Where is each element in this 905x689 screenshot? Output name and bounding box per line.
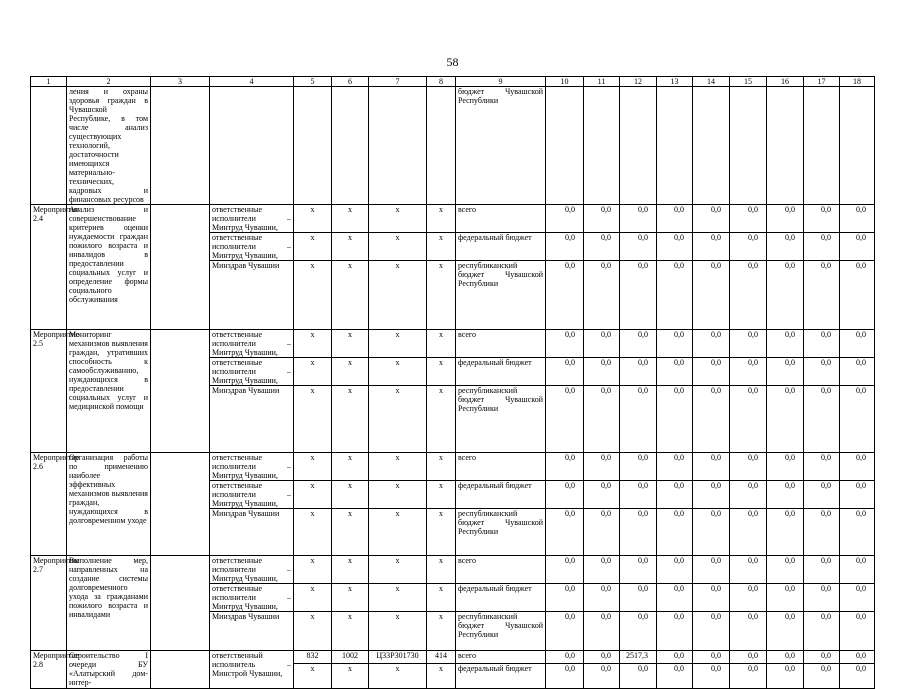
responsible-executor: Минздрав Чувашии bbox=[210, 612, 294, 651]
responsible-executor: ответственные исполнители – Минтруд Чувашии, bbox=[210, 481, 294, 509]
amount-value: 0,0 bbox=[804, 386, 840, 453]
amount-value: 0,0 bbox=[693, 509, 730, 556]
amount-value: 0,0 bbox=[693, 330, 730, 358]
column-number: 13 bbox=[657, 77, 693, 87]
amount-value: 0,0 bbox=[840, 612, 875, 651]
amount-value: 0,0 bbox=[730, 509, 767, 556]
measure-name: Строительство I очереди БУ «Алатырский дом-интер- bbox=[67, 651, 151, 689]
amount-value: 0,0 bbox=[767, 261, 804, 330]
amount-value: 0,0 bbox=[620, 612, 657, 651]
amount-value: 0,0 bbox=[584, 556, 620, 584]
amount-value: 0,0 bbox=[730, 330, 767, 358]
table-cell bbox=[210, 87, 294, 205]
x-mark: x bbox=[427, 664, 456, 689]
amount-value: 0,0 bbox=[546, 556, 584, 584]
amount-value: 0,0 bbox=[657, 358, 693, 386]
amount-value: 0,0 bbox=[546, 330, 584, 358]
x-mark: x bbox=[427, 509, 456, 556]
amount-value: 0,0 bbox=[657, 509, 693, 556]
x-mark: x bbox=[369, 556, 427, 584]
column-number: 5 bbox=[294, 77, 332, 87]
amount-value: 0,0 bbox=[620, 481, 657, 509]
x-mark: x bbox=[369, 481, 427, 509]
table-cell bbox=[584, 87, 620, 205]
table-cell bbox=[804, 87, 840, 205]
table-cell bbox=[369, 87, 427, 205]
amount-value: 0,0 bbox=[657, 205, 693, 233]
rz-code: 832 bbox=[294, 651, 332, 664]
table-cell bbox=[546, 87, 584, 205]
amount-value: 0,0 bbox=[730, 386, 767, 453]
amount-value: 0,0 bbox=[546, 664, 584, 689]
amount-value: 0,0 bbox=[584, 612, 620, 651]
amount-value: 0,0 bbox=[767, 358, 804, 386]
x-mark: x bbox=[294, 612, 332, 651]
x-mark: x bbox=[369, 612, 427, 651]
responsible-executor: ответственный исполнитель – Минстрой Чувашии, bbox=[210, 651, 294, 689]
amount-value: 0,0 bbox=[767, 386, 804, 453]
column-number: 18 bbox=[840, 77, 875, 87]
x-mark: x bbox=[427, 261, 456, 330]
budget-source: бюджет Чувашской Республики bbox=[456, 87, 546, 205]
amount-value: 0,0 bbox=[693, 664, 730, 689]
amount-value: 0,0 bbox=[767, 481, 804, 509]
x-mark: x bbox=[369, 261, 427, 330]
budget-source: федеральный бюджет bbox=[456, 233, 546, 261]
amount-value: 0,0 bbox=[840, 584, 875, 612]
budget-source: федеральный бюджет bbox=[456, 584, 546, 612]
amount-value: 0,0 bbox=[693, 584, 730, 612]
x-mark: x bbox=[369, 233, 427, 261]
x-mark: x bbox=[427, 233, 456, 261]
x-mark: x bbox=[332, 261, 369, 330]
amount-value: 0,0 bbox=[693, 556, 730, 584]
x-mark: x bbox=[332, 612, 369, 651]
measure-row bbox=[31, 205, 875, 233]
amount-value: 0,0 bbox=[840, 651, 875, 664]
x-mark: x bbox=[332, 386, 369, 453]
budget-source: республиканский бюджет Чувашской Республики bbox=[456, 612, 546, 651]
x-mark: x bbox=[294, 509, 332, 556]
amount-value: 0,0 bbox=[804, 358, 840, 386]
amount-value: 0,0 bbox=[804, 330, 840, 358]
amount-value: 0,0 bbox=[767, 664, 804, 689]
amount-value: 0,0 bbox=[693, 205, 730, 233]
amount-value: 0,0 bbox=[767, 584, 804, 612]
amount-value: 0,0 bbox=[730, 584, 767, 612]
measure-row bbox=[31, 453, 875, 481]
amount-value: 0,0 bbox=[620, 205, 657, 233]
column-number: 6 bbox=[332, 77, 369, 87]
amount-value: 0,0 bbox=[546, 584, 584, 612]
amount-value: 0,0 bbox=[657, 453, 693, 481]
table-cell bbox=[151, 556, 210, 651]
column-number: 14 bbox=[693, 77, 730, 87]
x-mark: x bbox=[427, 556, 456, 584]
table-cell bbox=[657, 87, 693, 205]
amount-value: 0,0 bbox=[804, 584, 840, 612]
amount-value: 0,0 bbox=[840, 664, 875, 689]
measure-row bbox=[31, 556, 875, 584]
column-number: 17 bbox=[804, 77, 840, 87]
amount-value: 0,0 bbox=[804, 664, 840, 689]
column-number: 8 bbox=[427, 77, 456, 87]
amount-value: 0,0 bbox=[730, 233, 767, 261]
amount-value: 0,0 bbox=[804, 509, 840, 556]
amount-value: 0,0 bbox=[804, 453, 840, 481]
expense-code: 414 bbox=[427, 651, 456, 664]
column-number: 7 bbox=[369, 77, 427, 87]
measure-name: Выполнение мер, направленных на создание системы долговременного ухода за гражданами пожилого возраста и инвалидами bbox=[67, 556, 151, 651]
x-mark: x bbox=[369, 453, 427, 481]
table-cell bbox=[840, 87, 875, 205]
x-mark: x bbox=[332, 556, 369, 584]
table-cell bbox=[730, 87, 767, 205]
x-mark: x bbox=[332, 330, 369, 358]
amount-value: 0,0 bbox=[620, 509, 657, 556]
responsible-executor: Минздрав Чувашии bbox=[210, 509, 294, 556]
amount-value: 0,0 bbox=[546, 261, 584, 330]
x-mark: x bbox=[332, 358, 369, 386]
measure-name: Анализ и совершенствование критериев оценки нуждаемости граждан пожилого возраста и инвалидов в предоставлении социальных услуг и определение формы социального обслуживания bbox=[67, 205, 151, 330]
amount-value: 0,0 bbox=[584, 386, 620, 453]
amount-value: 0,0 bbox=[840, 481, 875, 509]
amount-value: 0,0 bbox=[730, 612, 767, 651]
amount-value: 0,0 bbox=[840, 261, 875, 330]
column-number: 4 bbox=[210, 77, 294, 87]
amount-value: 0,0 bbox=[840, 556, 875, 584]
responsible-executor: Минздрав Чувашии bbox=[210, 386, 294, 453]
x-mark: x bbox=[332, 233, 369, 261]
amount-value: 0,0 bbox=[730, 651, 767, 664]
table-cell bbox=[151, 205, 210, 330]
measure-code: Мероприятие 2.4 bbox=[31, 205, 67, 330]
x-mark: x bbox=[332, 205, 369, 233]
amount-value: 0,0 bbox=[657, 556, 693, 584]
x-mark: x bbox=[427, 205, 456, 233]
table-cell bbox=[151, 453, 210, 556]
amount-value: 0,0 bbox=[584, 481, 620, 509]
amount-value: 0,0 bbox=[730, 205, 767, 233]
program-table bbox=[30, 76, 875, 689]
column-number: 1 bbox=[31, 77, 67, 87]
amount-value: 0,0 bbox=[620, 358, 657, 386]
amount-value: 0,0 bbox=[693, 386, 730, 453]
amount-value: 0,0 bbox=[620, 233, 657, 261]
amount-value: 0,0 bbox=[657, 612, 693, 651]
amount-value: 0,0 bbox=[620, 453, 657, 481]
budget-source: всего bbox=[456, 330, 546, 358]
x-mark: x bbox=[294, 664, 332, 689]
x-mark: x bbox=[427, 386, 456, 453]
amount-value: 0,0 bbox=[546, 453, 584, 481]
responsible-executor: Минздрав Чувашии bbox=[210, 261, 294, 330]
amount-value: 0,0 bbox=[546, 509, 584, 556]
amount-value: 0,0 bbox=[730, 481, 767, 509]
measure-name: Мониторинг механизмов выявления граждан, утративших способность к самообслуживанию, нуждающихся в предоставлении социальных услуг и медицинской помощи bbox=[67, 330, 151, 453]
x-mark: x bbox=[332, 584, 369, 612]
x-mark: x bbox=[369, 205, 427, 233]
budget-source: республиканский бюджет Чувашской Республики bbox=[456, 386, 546, 453]
amount-value: 0,0 bbox=[693, 453, 730, 481]
x-mark: x bbox=[294, 481, 332, 509]
amount-value: 0,0 bbox=[620, 330, 657, 358]
amount-value: 0,0 bbox=[693, 651, 730, 664]
x-mark: x bbox=[294, 584, 332, 612]
page-number: 58 bbox=[446, 55, 459, 69]
measure-name: Организация работы по применению наиболее эффективных механизмов выявления граждан, нуждающихся в долговременном уходе bbox=[67, 453, 151, 556]
table-cell bbox=[151, 651, 210, 689]
budget-source: республиканский бюджет Чувашской Республики bbox=[456, 509, 546, 556]
amount-value: 0,0 bbox=[730, 358, 767, 386]
budget-source: всего bbox=[456, 453, 546, 481]
measure-code: Мероприятие 2.8 bbox=[31, 651, 67, 689]
continuation-row bbox=[31, 87, 875, 205]
x-mark: x bbox=[427, 453, 456, 481]
amount-value: 0,0 bbox=[840, 386, 875, 453]
amount-value: 0,0 bbox=[584, 261, 620, 330]
table-cell bbox=[427, 87, 456, 205]
measure-row bbox=[31, 330, 875, 358]
amount-value: 0,0 bbox=[584, 330, 620, 358]
x-mark: x bbox=[294, 261, 332, 330]
amount-value: 0,0 bbox=[620, 664, 657, 689]
amount-value: 0,0 bbox=[804, 205, 840, 233]
measure-code: Мероприятие 2.7 bbox=[31, 556, 67, 651]
amount-value: 0,0 bbox=[804, 612, 840, 651]
amount-value: 0,0 bbox=[840, 358, 875, 386]
amount-value: 0,0 bbox=[657, 233, 693, 261]
amount-value: 0,0 bbox=[620, 261, 657, 330]
x-mark: x bbox=[369, 509, 427, 556]
x-mark: x bbox=[294, 205, 332, 233]
column-number: 11 bbox=[584, 77, 620, 87]
amount-value: 0,0 bbox=[584, 453, 620, 481]
amount-value: 0,0 bbox=[584, 358, 620, 386]
amount-value: 0,0 bbox=[546, 481, 584, 509]
measure-name: ления и охраны здоровья граждан в Чувашской Республике, в том числе анализ существующих технологий, достаточности имеющихся материально-технических, кадровых и финансовых ресурсов bbox=[67, 87, 151, 205]
responsible-executor: ответственные исполнители – Минтруд Чувашии, bbox=[210, 556, 294, 584]
x-mark: x bbox=[369, 664, 427, 689]
responsible-executor: ответственные исполнители – Минтруд Чувашии, bbox=[210, 453, 294, 481]
amount-value: 0,0 bbox=[584, 233, 620, 261]
measure-row bbox=[31, 651, 875, 664]
responsible-executor: ответственные исполнители – Минтруд Чувашии, bbox=[210, 330, 294, 358]
table-cell bbox=[294, 87, 332, 205]
amount-value: 0,0 bbox=[840, 205, 875, 233]
amount-value: 0,0 bbox=[730, 261, 767, 330]
amount-value: 0,0 bbox=[693, 358, 730, 386]
column-number: 2 bbox=[67, 77, 151, 87]
x-mark: x bbox=[294, 233, 332, 261]
amount-value: 0,0 bbox=[657, 481, 693, 509]
amount-value: 0,0 bbox=[657, 651, 693, 664]
x-mark: x bbox=[369, 330, 427, 358]
amount-value: 0,0 bbox=[584, 651, 620, 664]
table-cell bbox=[151, 87, 210, 205]
amount-value: 0,0 bbox=[767, 330, 804, 358]
measure-code: Мероприятие 2.6 bbox=[31, 453, 67, 556]
amount-value: 0,0 bbox=[620, 386, 657, 453]
table-cell bbox=[151, 330, 210, 453]
budget-source: всего bbox=[456, 205, 546, 233]
x-mark: x bbox=[294, 453, 332, 481]
amount-value: 0,0 bbox=[693, 233, 730, 261]
amount-value: 0,0 bbox=[693, 612, 730, 651]
amount-value: 0,0 bbox=[546, 205, 584, 233]
amount-value: 0,0 bbox=[767, 556, 804, 584]
amount-value: 0,0 bbox=[693, 481, 730, 509]
amount-value: 0,0 bbox=[546, 612, 584, 651]
amount-value: 0,0 bbox=[730, 664, 767, 689]
table-cell bbox=[767, 87, 804, 205]
amount-value: 0,0 bbox=[804, 233, 840, 261]
amount-value: 0,0 bbox=[767, 509, 804, 556]
amount-value: 0,0 bbox=[767, 233, 804, 261]
x-mark: x bbox=[369, 386, 427, 453]
x-mark: x bbox=[332, 453, 369, 481]
responsible-executor: ответственные исполнители – Минтруд Чувашии, bbox=[210, 233, 294, 261]
x-mark: x bbox=[427, 330, 456, 358]
table-cell bbox=[693, 87, 730, 205]
amount-value: 0,0 bbox=[840, 453, 875, 481]
amount-value: 0,0 bbox=[804, 556, 840, 584]
budget-source: федеральный бюджет bbox=[456, 664, 546, 689]
column-number: 15 bbox=[730, 77, 767, 87]
amount-value: 0,0 bbox=[767, 612, 804, 651]
amount-value: 0,0 bbox=[767, 205, 804, 233]
amount-value: 0,0 bbox=[657, 584, 693, 612]
responsible-executor: ответственные исполнители – Минтруд Чувашии, bbox=[210, 358, 294, 386]
amount-value: 0,0 bbox=[804, 481, 840, 509]
amount-value: 0,0 bbox=[693, 261, 730, 330]
budget-source: республиканский бюджет Чувашской Республики bbox=[456, 261, 546, 330]
amount-value: 0,0 bbox=[657, 261, 693, 330]
table-cell bbox=[332, 87, 369, 205]
amount-value: 0,0 bbox=[730, 453, 767, 481]
amount-value: 0,0 bbox=[546, 651, 584, 664]
amount-value: 0,0 bbox=[546, 386, 584, 453]
budget-source: всего bbox=[456, 651, 546, 664]
amount-value: 0,0 bbox=[546, 233, 584, 261]
budget-source: федеральный бюджет bbox=[456, 481, 546, 509]
column-number: 10 bbox=[546, 77, 584, 87]
column-number: 3 bbox=[151, 77, 210, 87]
table-cell bbox=[620, 87, 657, 205]
amount-value: 0,0 bbox=[657, 664, 693, 689]
x-mark: x bbox=[332, 509, 369, 556]
column-number: 9 bbox=[456, 77, 546, 87]
x-mark: x bbox=[294, 386, 332, 453]
amount-value: 0,0 bbox=[840, 509, 875, 556]
amount-value: 0,0 bbox=[767, 453, 804, 481]
x-mark: x bbox=[332, 664, 369, 689]
x-mark: x bbox=[427, 481, 456, 509]
amount-value: 2517,3 bbox=[620, 651, 657, 664]
x-mark: x bbox=[427, 612, 456, 651]
budget-source: всего bbox=[456, 556, 546, 584]
amount-value: 0,0 bbox=[584, 664, 620, 689]
x-mark: x bbox=[332, 481, 369, 509]
column-number: 12 bbox=[620, 77, 657, 87]
amount-value: 0,0 bbox=[730, 556, 767, 584]
amount-value: 0,0 bbox=[620, 584, 657, 612]
amount-value: 0,0 bbox=[584, 584, 620, 612]
amount-value: 0,0 bbox=[840, 233, 875, 261]
target-code: Ц33Р301730 bbox=[369, 651, 427, 664]
responsible-executor: ответственные исполнители – Минтруд Чувашии, bbox=[210, 584, 294, 612]
budget-source: федеральный бюджет bbox=[456, 358, 546, 386]
amount-value: 0,0 bbox=[584, 509, 620, 556]
amount-value: 0,0 bbox=[657, 386, 693, 453]
amount-value: 0,0 bbox=[620, 556, 657, 584]
column-number: 16 bbox=[767, 77, 804, 87]
amount-value: 0,0 bbox=[804, 261, 840, 330]
x-mark: x bbox=[369, 358, 427, 386]
amount-value: 0,0 bbox=[584, 205, 620, 233]
amount-value: 0,0 bbox=[657, 330, 693, 358]
ministry-code: 1002 bbox=[332, 651, 369, 664]
amount-value: 0,0 bbox=[767, 651, 804, 664]
responsible-executor: ответственные исполнители – Минтруд Чувашии, bbox=[210, 205, 294, 233]
measure-code: Мероприятие 2.5 bbox=[31, 330, 67, 453]
x-mark: x bbox=[427, 584, 456, 612]
x-mark: x bbox=[294, 358, 332, 386]
x-mark: x bbox=[369, 584, 427, 612]
column-number-row bbox=[31, 77, 875, 87]
amount-value: 0,0 bbox=[804, 651, 840, 664]
amount-value: 0,0 bbox=[546, 358, 584, 386]
table-cell bbox=[31, 87, 67, 205]
amount-value: 0,0 bbox=[840, 330, 875, 358]
x-mark: x bbox=[294, 330, 332, 358]
x-mark: x bbox=[427, 358, 456, 386]
x-mark: x bbox=[294, 556, 332, 584]
